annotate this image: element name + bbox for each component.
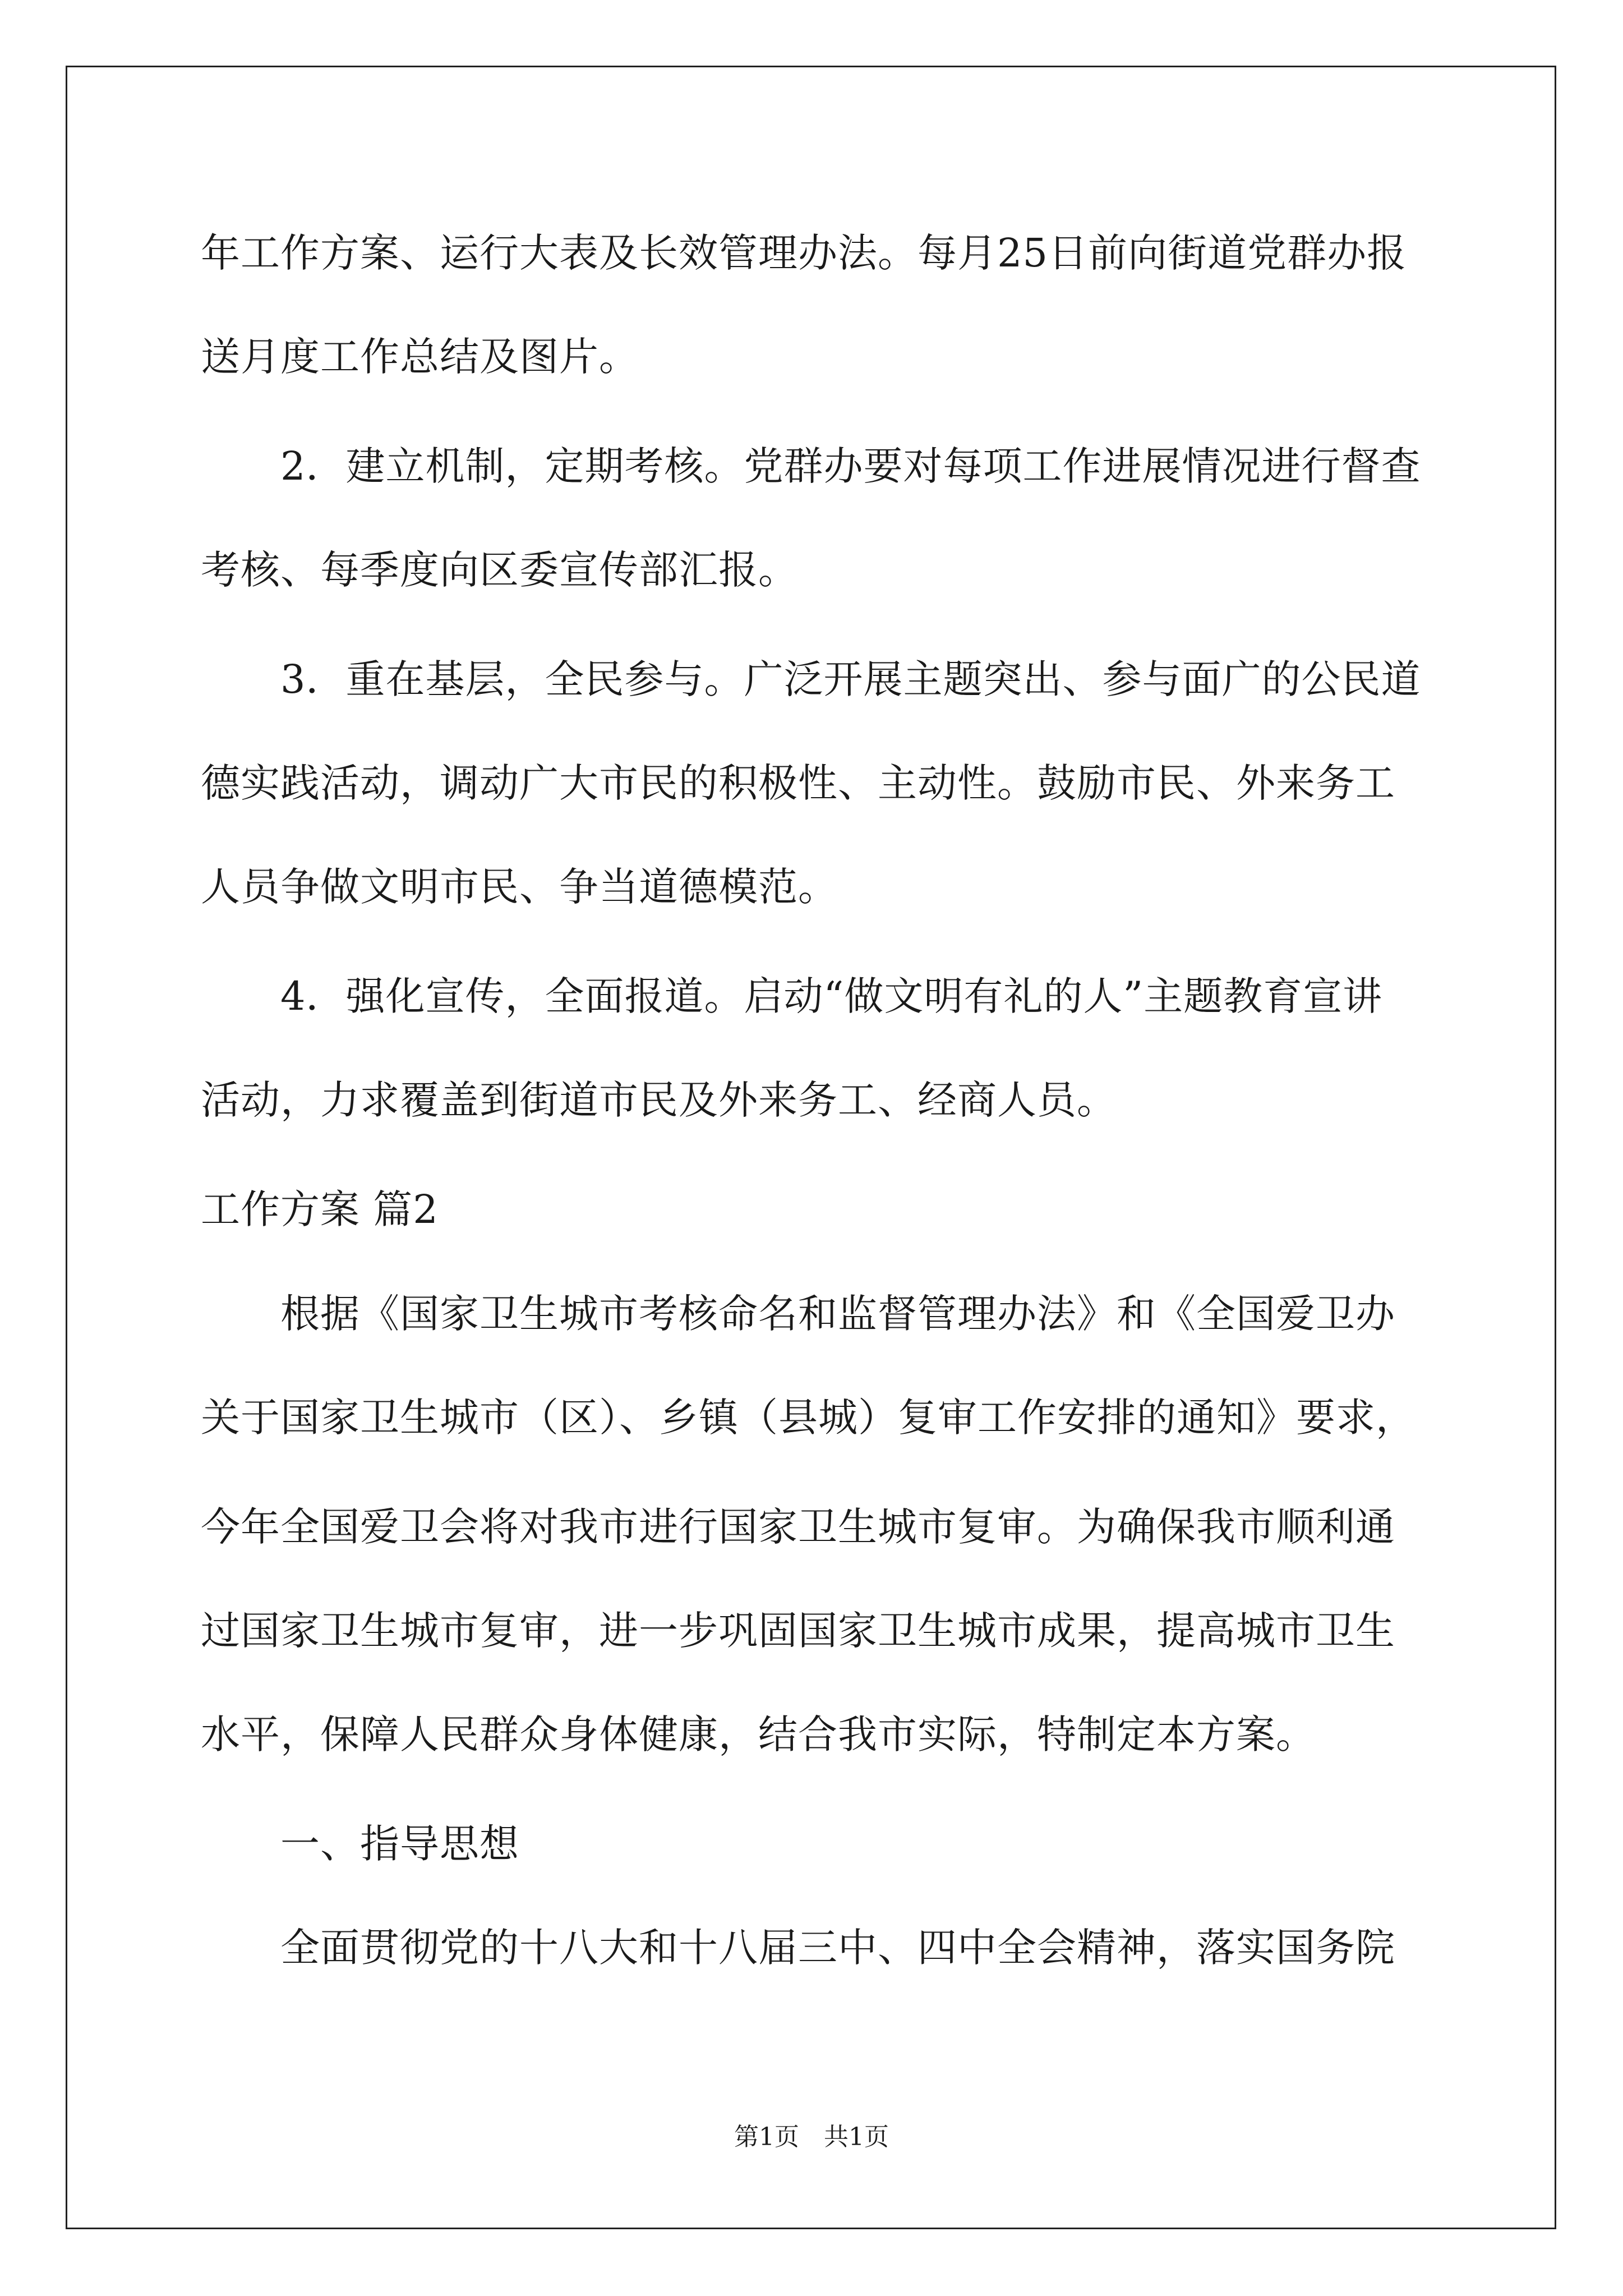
paragraph-line: 全面贯彻党的十八大和十八届三中、四中全会精神，落实国务院 [201, 1925, 1395, 1971]
paragraph-line: 水平，保障人民群众身体健康，结合我市实际，特制定本方案。 [201, 1711, 1316, 1757]
paragraph-line: 活动，力求覆盖到街道市民及外来务工、经商人员。 [201, 1077, 1117, 1123]
paragraph-line: 考核、每季度向区委宣传部汇报。 [201, 547, 798, 593]
subsection-heading: 一、指导思想 [201, 1821, 519, 1867]
paragraph-line: 根据《国家卫生城市考核命名和监督管理办法》和《全国爱卫办 [201, 1291, 1395, 1337]
paragraph-line: 2．建立机制，定期考核。党群办要对每项工作进展情况进行督查 [201, 443, 1421, 489]
paragraph-line: 关于国家卫生城市（区）、乡镇（县城）复审工作安排的通知》要求， [201, 1395, 1415, 1441]
paragraph-line: 过国家卫生城市复审，进一步巩固国家卫生城市成果，提高城市卫生 [201, 1608, 1395, 1654]
paragraph-line: 3．重在基层，全民参与。广泛开展主题突出、参与面广的公民道 [201, 656, 1421, 702]
paragraph-line: 人员争做文明市民、争当道德模范。 [201, 864, 838, 910]
paragraph-line: 4．强化宣传，全面报道。启动“做文明有礼的人”主题教育宣讲 [201, 973, 1383, 1019]
paragraph-line: 送月度工作总结及图片。 [201, 334, 639, 380]
paragraph-line: 德实践活动，调动广大市民的积极性、主动性。鼓励市民、外来务工 [201, 760, 1395, 806]
page-border [66, 66, 1556, 2229]
paragraph-line: 今年全国爱卫会将对我市进行国家卫生城市复审。为确保我市顺利通 [201, 1504, 1395, 1550]
page-footer: 第1页 共1页 [734, 2123, 889, 2151]
paragraph-line: 年工作方案、运行大表及长效管理办法。每月25日前向街道党群办报 [201, 230, 1407, 276]
section-heading: 工作方案 篇2 [201, 1186, 439, 1232]
